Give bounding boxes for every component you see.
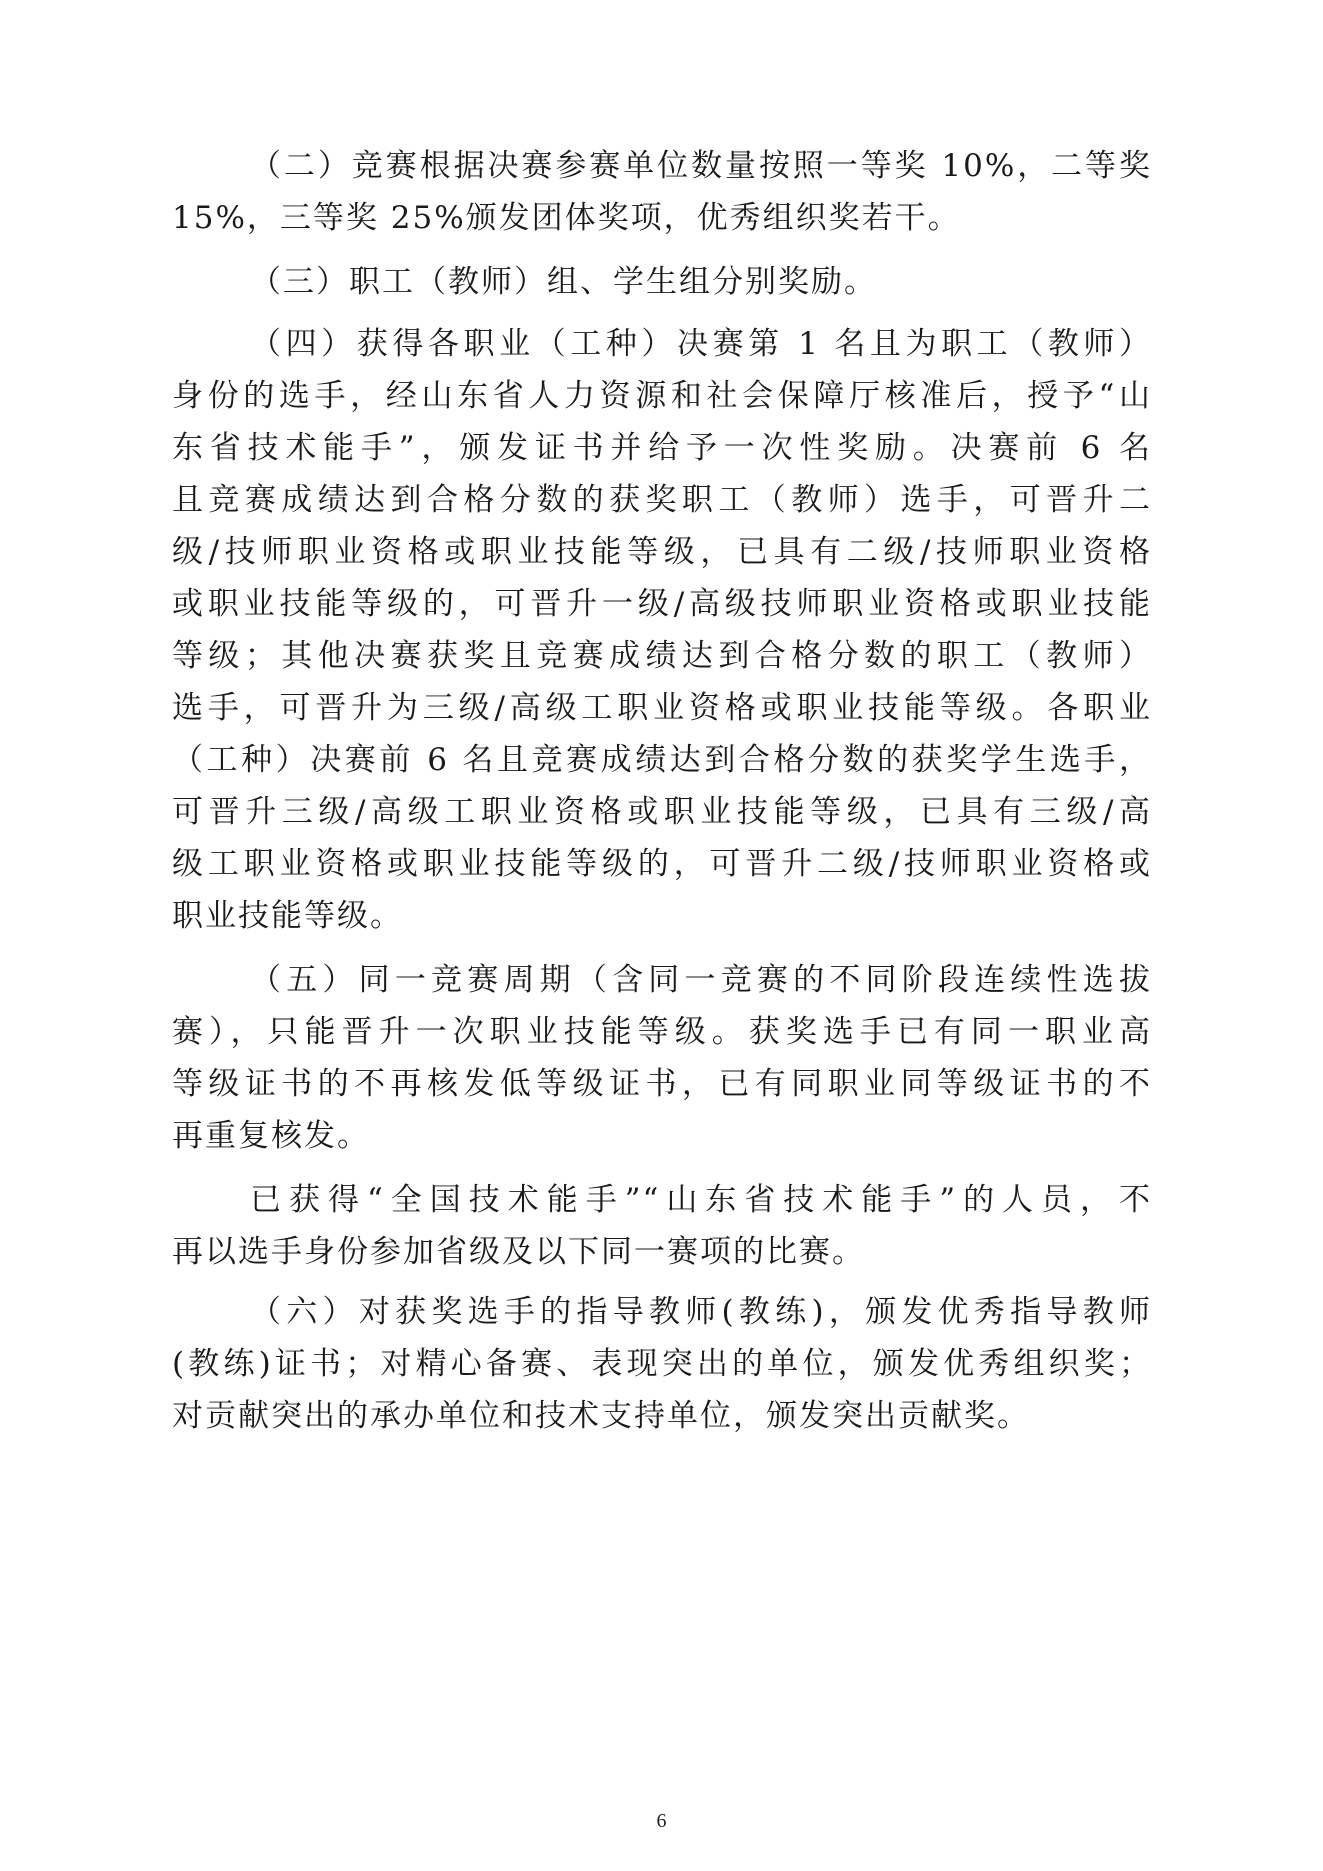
para-7-line-2: (教练)证书；对精心备赛、表现突出的单位，颁发优秀组织奖； [172,1346,1152,1382]
para-4-line-6: 或职业技能等级的，可晋升一级/高级技师职业资格或职业技能 [172,586,1152,622]
para-7-line-1: （六）对获奖选手的指导教师(教练)，颁发优秀指导教师 [250,1294,1152,1330]
para-4-line-5: 级/技师职业资格或职业技能等级，已具有二级/技师职业资格 [172,534,1152,570]
para-2-line-1: （二）竞赛根据决赛参赛单位数量按照一等奖 10%，二等奖 [250,148,1152,184]
para-4-line-8: 选手，可晋升为三级/高级工职业资格或职业技能等级。各职业 [172,690,1152,726]
para-4-line-12: 职业技能等级。 [172,898,403,934]
para-5-line-2: 赛），只能晋升一次职业技能等级。获奖选手已有同一职业高 [172,1014,1152,1050]
para-4-line-2: 身份的选手，经山东省人力资源和社会保障厅核准后，授予“山 [172,378,1152,414]
para-5-line-1: （五）同一竞赛周期（含同一竞赛的不同阶段连续性选拔 [250,962,1152,998]
para-4-line-3: 东省技术能手”，颁发证书并给予一次性奖励。决赛前 6 名 [172,430,1152,466]
para-6-line-2: 再以选手身份参加省级及以下同一赛项的比赛。 [172,1234,865,1270]
para-4-line-11: 级工职业资格或职业技能等级的，可晋升二级/技师职业资格或 [172,846,1152,882]
para-6-line-1: 已获得“全国技术能手”“山东省技术能手”的人员，不 [250,1182,1152,1218]
para-4-line-4: 且竞赛成绩达到合格分数的获奖职工（教师）选手，可晋升二 [172,482,1152,518]
para-2-line-2: 15%，三等奖 25%颁发团体奖项，优秀组织奖若干。 [172,200,961,236]
para-3-line-1: （三）职工（教师）组、学生组分别奖励。 [250,264,877,300]
para-4-line-9: （工种）决赛前 6 名且竞赛成绩达到合格分数的获奖学生选手， [172,742,1152,778]
para-5-line-4: 再重复核发。 [172,1118,370,1154]
para-4-line-10: 可晋升三级/高级工职业资格或职业技能等级，已具有三级/高 [172,794,1152,830]
page-number: 6 [656,1810,667,1832]
para-4-line-1: （四）获得各职业（工种）决赛第 1 名且为职工（教师） [250,326,1152,362]
para-7-line-3: 对贡献突出的承办单位和技术支持单位，颁发突出贡献奖。 [172,1398,1030,1434]
para-5-line-3: 等级证书的不再核发低等级证书，已有同职业同等级证书的不 [172,1066,1152,1102]
para-4-line-7: 等级；其他决赛获奖且竞赛成绩达到合格分数的职工（教师） [172,638,1152,674]
